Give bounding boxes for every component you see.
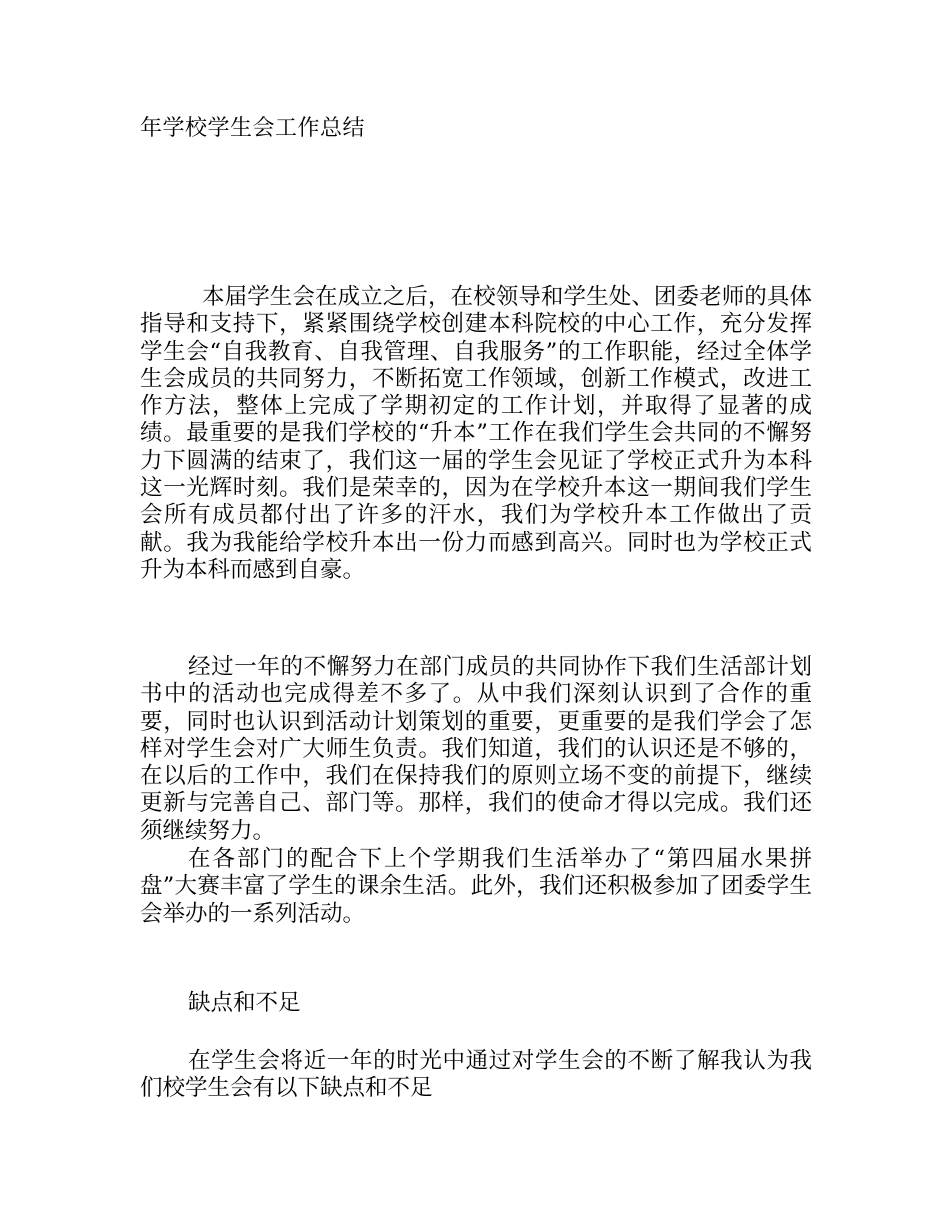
paragraph-achievements: 经过一年的不懈努力在部门成员的共同协作下我们生活部计划书中的活动也完成得差不多了。从中我们深刻认识到了合作的重要，同时也认识到活动计划策划的重要，更重要的是我们学会了怎样对学生会对广大师生负责。我们知道，我们的认识还是不够的，在以后的工作中，我们在保持我们的原则立场不变的前提下，继续更新与完善自己、部门等。那样，我们的使命才得以完成。我们还须继续努力。 <box>140 654 812 844</box>
paragraph-activities: 在各部门的配合下上个学期我们生活举办了“第四届水果拼盘”大赛丰富了学生的课余生活。此外，我们还积极参加了团委学生会举办的一系列活动。 <box>140 846 812 927</box>
document-title: 年学校学生会工作总结 <box>140 116 366 141</box>
paragraph-introduction: 本届学生会在成立之后，在校领导和学生处、团委老师的具体指导和支持下，紧紧围绕学校创建本科院校的中心工作，充分发挥学生会“自我教育、自我管理、自我服务”的工作职能，经过全体学生会成员的共同努力，不断拓宽工作领域，创新工作模式，改进工作方法，整体上完成了学期初定的工作计划，并取得了显著的成绩。最重要的是我们学校的“升本”工作在我们学生会共同的不懈努力下圆满的结束了，我们这一届的学生会见证了学校正式升为本科这一光辉时刻。我们是荣幸的，因为在学校升本这一期间我们学生会所有成员都付出了许多的汗水，我们为学校升本工作做出了贡献。我为我能给学校升本出一份力而感到高兴。同时也为学校正式升为本科而感到自豪。 <box>140 284 812 583</box>
section-heading-shortcomings: 缺点和不足 <box>188 990 301 1016</box>
paragraph-shortcomings: 在学生会将近一年的时光中通过对学生会的不断了解我认为我们校学生会有以下缺点和不足 <box>140 1048 812 1102</box>
